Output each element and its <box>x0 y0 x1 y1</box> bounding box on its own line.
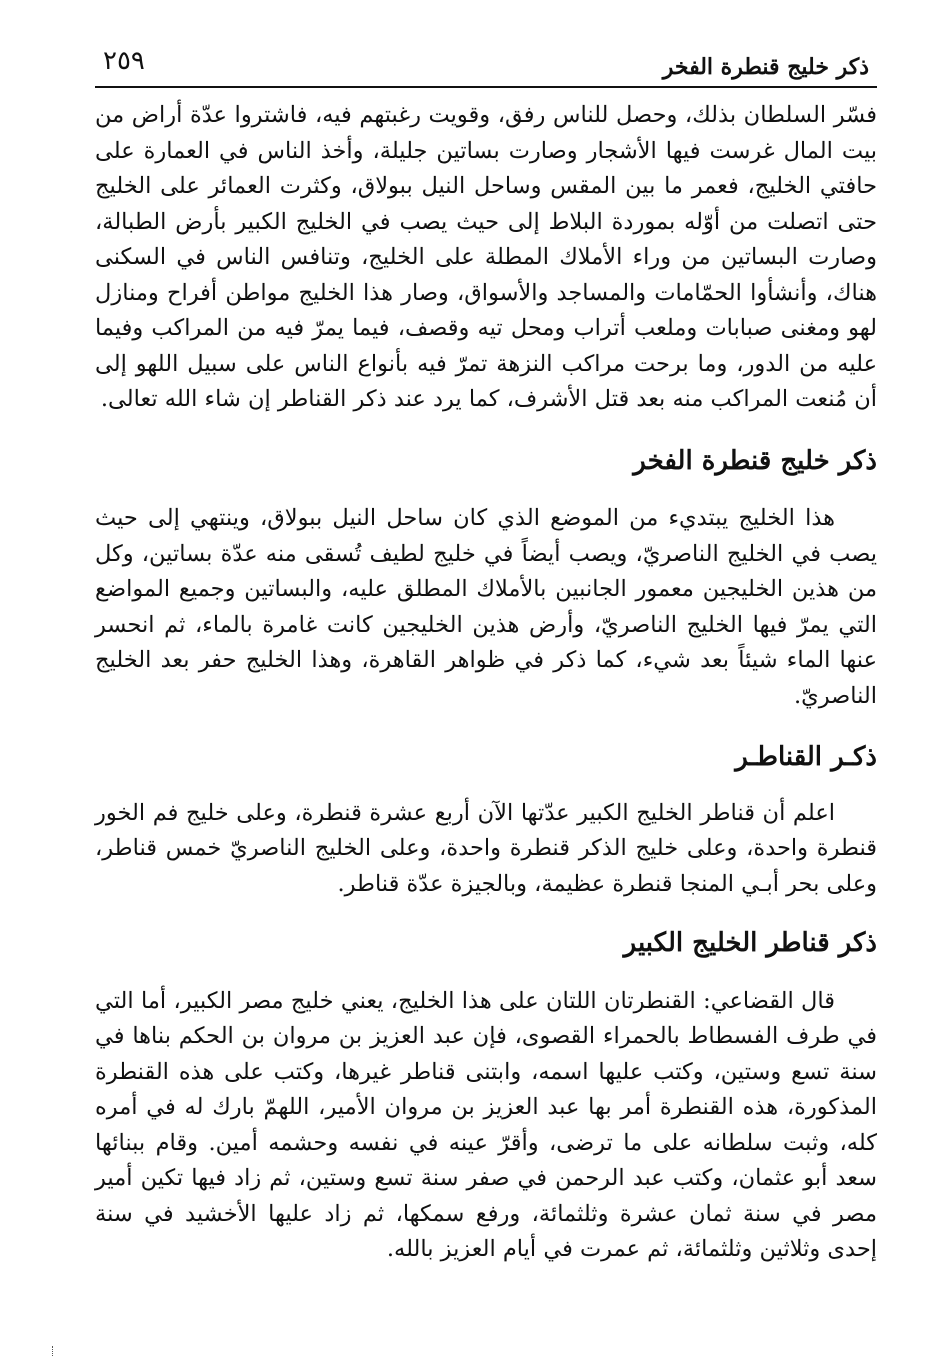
page-number: ٢٥٩ <box>103 46 145 76</box>
running-title: ذكر خليج قنطرة الفخر <box>662 54 869 80</box>
paragraph-qudai-quote: قال القضاعي: القنطرتان اللتان على هذا الخليج، يعني خليج مصر الكبير، أما التي في طرف الفسطاط بالحمراء القصوى، فإن عبد العزيز بن مروان بن الحكم بناها في سنة تسع وستين، وكتب عليها اسمه، وابتنى قناطر غيرها، وكتب على هذه القنطرة المذكورة، هذه القنطرة أمر بها عبد العزيز بن مروان الأمير، اللهمّ بارك له في أمره كله، وثبت سلطانه على ما ترضى، وأقرّ عينه في نفسه وحشمه أمين. وقام ببنائها سعد أبو عثمان، وكتب عبد الرحمن في صفر سنة تسع وستين، ثم زاد فيها تكين أمير مصر في سنة ثمان عشرة وثلثمائة، ورفع سمكها، ثم زاد عليها الأخشيد في سنة إحدى وثلاثين وثلثمائة، ثم عمرت في أيام العزيز بالله. <box>95 987 877 1262</box>
scan-mark <box>52 1346 56 1356</box>
section-heading-qanatir: ذكـر القناطـر <box>735 742 877 772</box>
paragraph-khalij-description: هذا الخليج يبتديء من الموضع الذي كان ساحل النيل ببولاق، وينتهي إلى حيث يصب في الخليج الناصريّ، ويصب أيضاً في خليج لطيف تُسقى منه عدّة بساتين، وكل من هذين الخليجين معمور الجانبين بالأملاك المطلق عليه، والبساتين وجميع المواضع التي يمرّ فيها الخليج الناصريّ، وأرض هذين الخليجين كانت غامرة بالماء، ثم انحسر عنها الماء شيئاً بعد شيء، كما ذكر في ظواهر القاهرة، وهذا الخليج حفر بعد الخليج الناصريّ. <box>95 505 877 709</box>
page-body <box>95 98 877 1268</box>
paragraph-qanatir-count: اعلم أن قناطر الخليج الكبير عدّتها الآن أربع عشرة قنطرة، وعلى خليج فم الخور قنطرة واحدة، وعلى خليج الذكر قنطرة واحدة، وعلى الخليج الناصريّ خمس قناطر، وعلى بحر أبـي المنجا قنطرة عظيمة، وبالجيزة عدّة قناطر. <box>95 799 877 897</box>
running-header <box>95 44 877 88</box>
section-heading-khalij-qantarat-al-fakhr: ذكر خليج قنطرة الفخر <box>633 445 877 476</box>
section-heading-qanatir-khalij-kabir: ذكر قناطر الخليج الكبير <box>623 928 877 958</box>
paragraph-continuation: فسّر السلطان بذلك، وحصل للناس رفق، وقويت رغبتهم فيه، فاشتروا عدّة أراض من بيت المال غرست فيها الأشجار وصارت بساتين جليلة، وأخذ الناس في العمارة على حافتي الخليج، فعمر ما بين المقس وساحل النيل ببولاق، وكثرت العمائر على الخليج حتى اتصلت من أوّله بموردة البلاط إلى حيث يصب في الخليج الكبير بأرض الطبالة، وصارت البساتين من وراء الأملاك المطلة على الخليج، وتنافس الناس في السكنى هناك، وأنشأوا الحمّامات والمساجد والأسواق، وصار هذا الخليج مواطن أفراح ومنازل لهو ومغنى صبابات وملعب أتراب ومحل تيه وقصف، فيما يمرّ فيه من المراكب وفيما عليه من الدور، وما برحت مراكب النزهة تمرّ فيه بأنواع الناس على سبيل اللهو إلى أن مُنعت المراكب منه بعد قتل الأشرف، كما يرد عند ذكر القناطر إن شاء الله تعالى. <box>95 102 877 412</box>
